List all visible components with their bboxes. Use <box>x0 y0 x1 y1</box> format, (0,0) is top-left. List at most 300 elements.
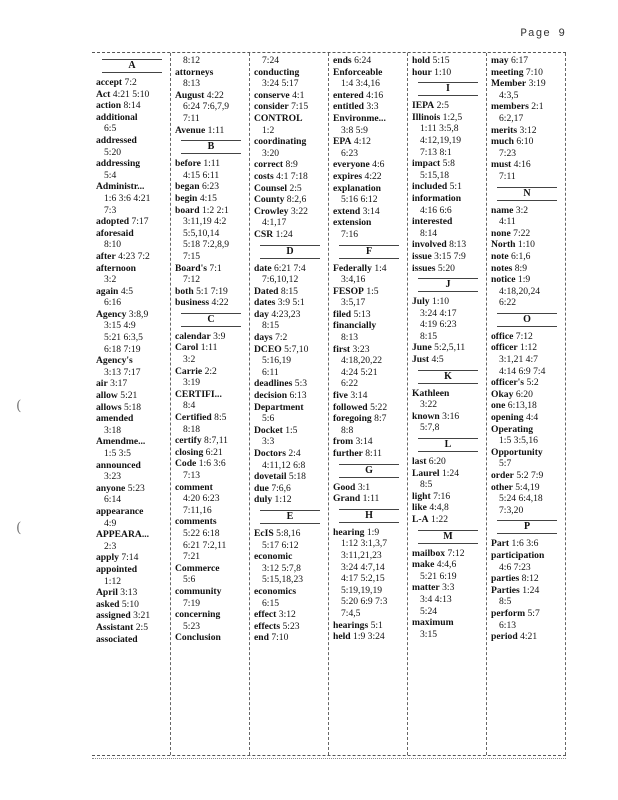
index-refs: 8:13 <box>449 239 467 251</box>
index-term: officer <box>491 342 518 354</box>
index-term: costs <box>254 170 274 182</box>
index-term: Certified <box>175 412 212 424</box>
index-refs-continued: 8:5 <box>420 479 433 491</box>
index-entry <box>175 435 247 447</box>
index-refs: 3:3 <box>366 101 379 113</box>
bottom-rule <box>92 758 566 759</box>
index-entry <box>175 447 247 459</box>
index-term: Enforceable <box>333 66 383 78</box>
index-term: make <box>412 559 435 571</box>
index-refs-continued: 1:6 3:6 4:21 <box>104 192 151 204</box>
index-entry <box>96 587 168 599</box>
index-term: filed <box>333 308 352 320</box>
letter-heading: E <box>260 510 320 524</box>
index-entry <box>175 286 247 298</box>
index-entry <box>254 159 326 171</box>
index-term: meeting <box>491 66 524 78</box>
index-refs-continued: 7:11 <box>499 170 516 182</box>
index-entry <box>175 331 247 343</box>
index-entry <box>175 632 247 644</box>
index-refs: 5:1 7:19 <box>196 285 228 297</box>
index-entry <box>491 55 563 67</box>
index-term: note <box>491 250 509 262</box>
index-refs: 7:17 <box>131 216 149 228</box>
index-entry <box>96 263 168 275</box>
index-refs-continued: 4:20 6:23 <box>183 493 220 505</box>
index-term: April <box>96 587 118 599</box>
index-entry <box>333 402 405 414</box>
index-refs-continued: 4:17 5:2,15 <box>341 573 385 585</box>
index-refs-continued: 5:20 <box>104 146 122 158</box>
index-term: involved <box>412 239 447 251</box>
index-entry <box>412 617 484 629</box>
index-entry <box>254 90 326 102</box>
index-refs: 6:13 <box>289 390 307 402</box>
index-term: apply <box>96 552 119 564</box>
index-entry <box>412 456 484 468</box>
index-refs-continued: 5:6 <box>262 413 275 425</box>
index-refs: 7:10 <box>525 66 543 78</box>
index-refs-continued: 7:13 8:1 <box>420 146 452 158</box>
index-entry <box>333 90 405 102</box>
index-entry <box>96 309 168 321</box>
index-refs-continued: 8:15 <box>262 320 280 332</box>
index-entry <box>175 125 247 137</box>
index-refs: 5:7 <box>527 607 540 619</box>
index-term: financially <box>333 320 377 332</box>
index-refs: 7:6,6 <box>271 482 291 494</box>
index-entry <box>491 631 563 643</box>
index-entry <box>491 274 563 286</box>
index-entry <box>412 411 484 423</box>
index-column-3 <box>249 53 328 755</box>
index-term: Laurel <box>412 467 440 479</box>
index-refs-continued: 2:3 <box>104 540 117 552</box>
index-term: allow <box>96 390 118 402</box>
index-term: Assistant <box>96 621 134 633</box>
index-term: members <box>491 101 529 113</box>
index-entry <box>254 309 326 321</box>
index-refs-continued: 6:24 7:6,7,9 <box>183 101 230 113</box>
index-refs: 7:2 <box>275 332 288 344</box>
index-refs: 3:3 <box>442 582 455 594</box>
index-entry <box>254 206 326 218</box>
index-entry <box>254 494 326 506</box>
index-refs-continued: 8:10 <box>104 239 122 251</box>
index-refs: 7:1 <box>209 262 222 274</box>
index-refs-continued: 4:9 <box>104 517 117 529</box>
index-term: concerning <box>175 609 221 621</box>
index-refs-continued: 5:15,18,23 <box>262 574 304 586</box>
index-refs: 5:1 <box>370 619 383 631</box>
index-entry <box>491 101 563 113</box>
index-refs-continued: 4:15 6:11 <box>183 169 220 181</box>
index-entry <box>491 608 563 620</box>
index-entry <box>412 181 484 193</box>
index-entry <box>412 193 484 205</box>
index-refs: 3:8,9 <box>128 308 149 320</box>
index-refs-continued: 5:22 6:18 <box>183 527 220 539</box>
index-refs-continued: 7:13 <box>183 470 201 481</box>
index-entry <box>175 389 247 401</box>
index-term: parties <box>491 573 520 585</box>
index-entry <box>491 447 563 459</box>
index-refs: 5:23 <box>282 620 300 632</box>
index-term: extend <box>333 205 361 217</box>
index-entry <box>412 216 484 228</box>
index-term: information <box>412 192 462 204</box>
index-entry <box>175 158 247 170</box>
index-entry <box>254 297 326 309</box>
index-term: consider <box>254 101 289 113</box>
index-entry <box>412 100 484 112</box>
index-term: entitled <box>333 101 364 113</box>
index-refs: 2:5 <box>436 100 449 112</box>
index-refs-continued: 3:18 <box>104 424 122 436</box>
index-refs-continued: 6:23 <box>341 147 359 159</box>
index-term: name <box>491 204 514 216</box>
index-term: deadlines <box>254 378 293 390</box>
index-entry <box>491 263 563 275</box>
index-term: last <box>412 456 427 468</box>
index-refs-continued: 5:24 <box>420 605 438 617</box>
index-term: Just <box>412 354 430 366</box>
index-column-4 <box>328 53 407 755</box>
index-entry <box>333 113 405 125</box>
index-entry <box>491 585 563 597</box>
index-refs: 5:10 <box>121 598 139 610</box>
index-entry <box>254 402 326 414</box>
index-refs: 7:12 <box>515 330 533 342</box>
index-term: Agency <box>96 308 127 320</box>
index-refs-continued: 3:12 5:7,8 <box>262 562 301 574</box>
index-entry <box>254 448 326 460</box>
index-entry <box>96 89 168 101</box>
index-refs-continued: 8:8 <box>341 424 354 436</box>
index-term: first <box>333 343 351 355</box>
index-refs: 6:10 <box>516 136 534 148</box>
index-term: known <box>412 410 440 422</box>
index-term: business <box>175 297 210 309</box>
index-refs: 8:7,11 <box>204 435 228 447</box>
index-entry <box>412 388 484 400</box>
index-term: Dated <box>254 285 279 297</box>
index-refs-continued: 4:14 6:9 7:4 <box>499 365 546 377</box>
index-refs: 2:2 <box>204 365 217 377</box>
index-entry <box>412 354 484 366</box>
index-term: one <box>491 400 506 412</box>
index-refs-continued: 6:22 <box>341 378 359 390</box>
index-entry <box>333 309 405 321</box>
index-term: may <box>491 55 509 66</box>
index-entry <box>333 217 405 229</box>
index-refs-continued: 8:13 <box>341 332 359 344</box>
index-term: IEPA <box>412 100 435 112</box>
index-term: days <box>254 332 273 344</box>
index-term: amended <box>96 413 134 425</box>
index-refs: 6:1,6 <box>511 250 531 262</box>
index-refs-continued: 4:24 5:21 <box>341 366 378 378</box>
index-term: Federally <box>333 262 372 274</box>
index-entry <box>333 320 405 332</box>
index-refs: 5:4,19 <box>515 481 540 493</box>
index-refs-continued: 7:6,10,12 <box>262 274 299 286</box>
index-term: board <box>175 204 200 216</box>
index-entry <box>175 609 247 621</box>
index-refs: 4:22 <box>206 89 224 101</box>
index-entry <box>412 55 484 67</box>
index-term: included <box>412 181 448 193</box>
index-entry <box>96 436 168 448</box>
index-entry <box>412 251 484 263</box>
index-entry <box>491 228 563 240</box>
index-term: period <box>491 631 518 643</box>
index-entry <box>491 342 563 354</box>
index-entry <box>412 468 484 480</box>
index-refs: 3:12 <box>519 124 537 136</box>
index-entry <box>96 251 168 263</box>
index-refs: 2:5 <box>135 621 148 633</box>
index-term: calendar <box>175 330 211 342</box>
index-refs: 5:15 <box>432 55 450 66</box>
index-refs: 3:9 <box>213 330 226 342</box>
index-term: dovetail <box>254 471 287 483</box>
index-refs: 8:7 <box>374 413 387 425</box>
index-refs: 8:9 <box>514 262 527 274</box>
index-entry <box>96 216 168 228</box>
index-entry <box>333 344 405 356</box>
index-refs: 3:1 <box>357 481 371 493</box>
index-refs-continued: 5:15,18 <box>420 169 450 181</box>
index-entry <box>254 113 326 125</box>
index-column-2 <box>170 53 249 755</box>
index-refs-continued: 6:18 7:19 <box>104 343 141 355</box>
index-entry <box>175 342 247 354</box>
index-refs-continued: 5:7 <box>499 458 512 470</box>
index-entry <box>254 67 326 79</box>
index-refs: 3:21 <box>133 610 151 622</box>
index-term: addressing <box>96 158 141 170</box>
index-refs-continued: 3:15 4:9 <box>104 320 136 332</box>
index-entry <box>96 158 168 170</box>
index-entry <box>96 355 168 367</box>
index-entry <box>491 331 563 343</box>
index-term: afternoon <box>96 262 136 274</box>
index-term: accept <box>96 77 123 88</box>
index-refs: 3:17 <box>110 378 128 390</box>
index-entry <box>333 171 405 183</box>
index-term: addressed <box>96 134 137 146</box>
index-term: announced <box>96 459 141 471</box>
index-refs: 5:20 <box>437 262 455 274</box>
index-term: community <box>175 585 222 597</box>
index-term: Member <box>491 78 527 90</box>
index-entry <box>491 251 563 263</box>
index-refs: 5:2,5,11 <box>434 342 466 354</box>
index-refs: 5:8,16 <box>276 527 301 539</box>
index-entry <box>96 506 168 518</box>
index-refs: 1:9 <box>366 526 380 538</box>
index-entry <box>254 586 326 598</box>
index-entry <box>254 471 326 483</box>
index-refs-continued: 8:18 <box>183 423 201 435</box>
index-term: five <box>333 390 348 402</box>
index-refs: 8:11 <box>365 448 382 459</box>
index-entry <box>96 529 168 541</box>
index-refs-continued: 3:11,21,23 <box>341 549 382 561</box>
index-refs-continued: 4:11 <box>499 216 516 228</box>
index-entry <box>96 135 168 147</box>
index-refs: 5:3 <box>294 378 308 390</box>
index-refs-continued: 3:1,21 4:7 <box>499 354 538 366</box>
index-refs-continued: 5:21 6:19 <box>420 570 457 582</box>
index-entry <box>175 181 247 193</box>
index-refs-continued: 8:15 <box>420 330 438 342</box>
letter-heading: D <box>260 245 320 259</box>
index-entry <box>96 634 168 646</box>
letter-heading: K <box>418 370 478 384</box>
index-refs: 1:2 2:1 <box>201 204 229 216</box>
index-refs-continued: 5:16,19 <box>262 355 292 367</box>
index-term: certify <box>175 435 202 447</box>
index-term: due <box>254 482 269 494</box>
index-entry <box>254 390 326 402</box>
index-term: Doctors <box>254 448 286 459</box>
index-entry <box>254 609 326 621</box>
index-entry <box>254 136 326 148</box>
index-term: DCEO <box>254 343 282 355</box>
index-entry <box>333 436 405 448</box>
index-entry <box>333 413 405 425</box>
index-term: attorneys <box>175 66 214 78</box>
index-refs: 3:9 5:1 <box>277 297 305 309</box>
index-entry <box>254 632 326 644</box>
index-term: like <box>412 502 427 514</box>
index-refs: 4:23,23 <box>271 308 301 320</box>
letter-heading: P <box>497 520 557 534</box>
index-term: Good <box>333 481 356 493</box>
index-refs: 4:16 <box>513 159 531 171</box>
index-refs: 1:5 <box>285 424 298 436</box>
letter-heading: F <box>339 245 399 259</box>
index-entry <box>96 100 168 112</box>
index-term: followed <box>333 401 368 413</box>
index-entry <box>254 171 326 183</box>
index-term: Carrie <box>175 365 203 377</box>
index-refs-continued: 3:3 <box>262 436 275 448</box>
index-term: everyone <box>333 159 370 171</box>
index-entry <box>491 573 563 585</box>
index-refs: 1:4 <box>374 262 387 274</box>
index-term: economic <box>254 551 293 563</box>
index-entry <box>412 559 484 571</box>
index-term: coordinating <box>254 136 307 148</box>
index-refs: 5:13 <box>353 308 371 320</box>
index-refs: 1:10 <box>434 66 452 78</box>
index-entry <box>491 125 563 137</box>
index-entry <box>491 424 563 436</box>
index-refs-continued: 4:18,20,24 <box>499 285 541 297</box>
index-refs-continued: 5:23 <box>183 620 201 632</box>
index-term: participation <box>491 549 545 561</box>
index-refs: 7:12 <box>447 547 465 559</box>
index-refs-continued: 5:20 6:9 7:3 <box>341 596 388 608</box>
index-term: APPEARA... <box>96 529 150 541</box>
index-term: entered <box>333 89 364 101</box>
index-refs: 1:5 <box>366 285 379 297</box>
index-term: Code <box>175 458 197 470</box>
word-index <box>92 52 566 756</box>
index-entry <box>491 78 563 90</box>
index-refs-continued: 1:12 3:1,3,7 <box>341 538 388 550</box>
index-entry <box>333 493 405 505</box>
index-term: Act <box>96 88 111 100</box>
index-refs-continued: 6:22 <box>499 297 517 309</box>
index-refs: 4:12 <box>353 136 371 148</box>
index-term: aforesaid <box>96 227 134 239</box>
index-term: Kathleen <box>412 387 450 399</box>
index-entry <box>175 563 247 575</box>
index-entry <box>175 205 247 217</box>
index-refs: 3:23 <box>352 343 370 355</box>
index-entry <box>96 552 168 564</box>
index-term: Department <box>254 401 304 413</box>
index-term: hold <box>412 55 431 66</box>
index-entry <box>254 425 326 437</box>
index-refs: 4:4,6 <box>436 559 457 571</box>
index-term: assigned <box>96 610 131 622</box>
index-refs: 1:11 <box>207 124 225 136</box>
index-entry <box>254 483 326 495</box>
index-entry <box>254 286 326 298</box>
index-entry <box>412 263 484 275</box>
index-entry <box>254 528 326 540</box>
index-refs: 1:22 <box>430 514 448 525</box>
letter-heading: A <box>102 59 162 73</box>
index-refs-continued: 4:1,17 <box>262 217 287 229</box>
index-entry <box>175 67 247 79</box>
index-entry <box>254 551 326 563</box>
index-entry <box>491 239 563 251</box>
index-term: comment <box>175 481 213 493</box>
letter-heading: B <box>181 140 241 154</box>
index-term: explanation <box>333 182 381 194</box>
index-term: date <box>254 262 272 274</box>
index-entry <box>333 286 405 298</box>
index-term: after <box>96 250 116 262</box>
index-refs-continued: 3:4,16 <box>341 274 366 286</box>
index-entry <box>491 377 563 389</box>
index-entry <box>333 206 405 218</box>
index-term: extension <box>333 217 372 229</box>
index-refs: 7:10 <box>271 632 289 644</box>
index-refs-continued: 6:5 <box>104 123 117 135</box>
index-refs-continued: 1:12 <box>104 575 122 587</box>
index-refs: 4:22 <box>364 170 382 182</box>
index-term: maximum <box>412 617 454 629</box>
index-term: Part <box>491 538 510 550</box>
index-refs: 2:4 <box>288 448 301 459</box>
index-entry <box>491 389 563 401</box>
index-refs: 8:5 <box>214 412 227 424</box>
index-term: Counsel <box>254 182 288 194</box>
index-term: Opportunity <box>491 446 543 458</box>
index-entry <box>412 582 484 594</box>
index-refs: 6:24 <box>354 55 372 66</box>
index-refs-continued: 1:2 <box>262 124 275 136</box>
index-refs: 6:20 <box>428 456 446 468</box>
index-term: hour <box>412 66 432 78</box>
